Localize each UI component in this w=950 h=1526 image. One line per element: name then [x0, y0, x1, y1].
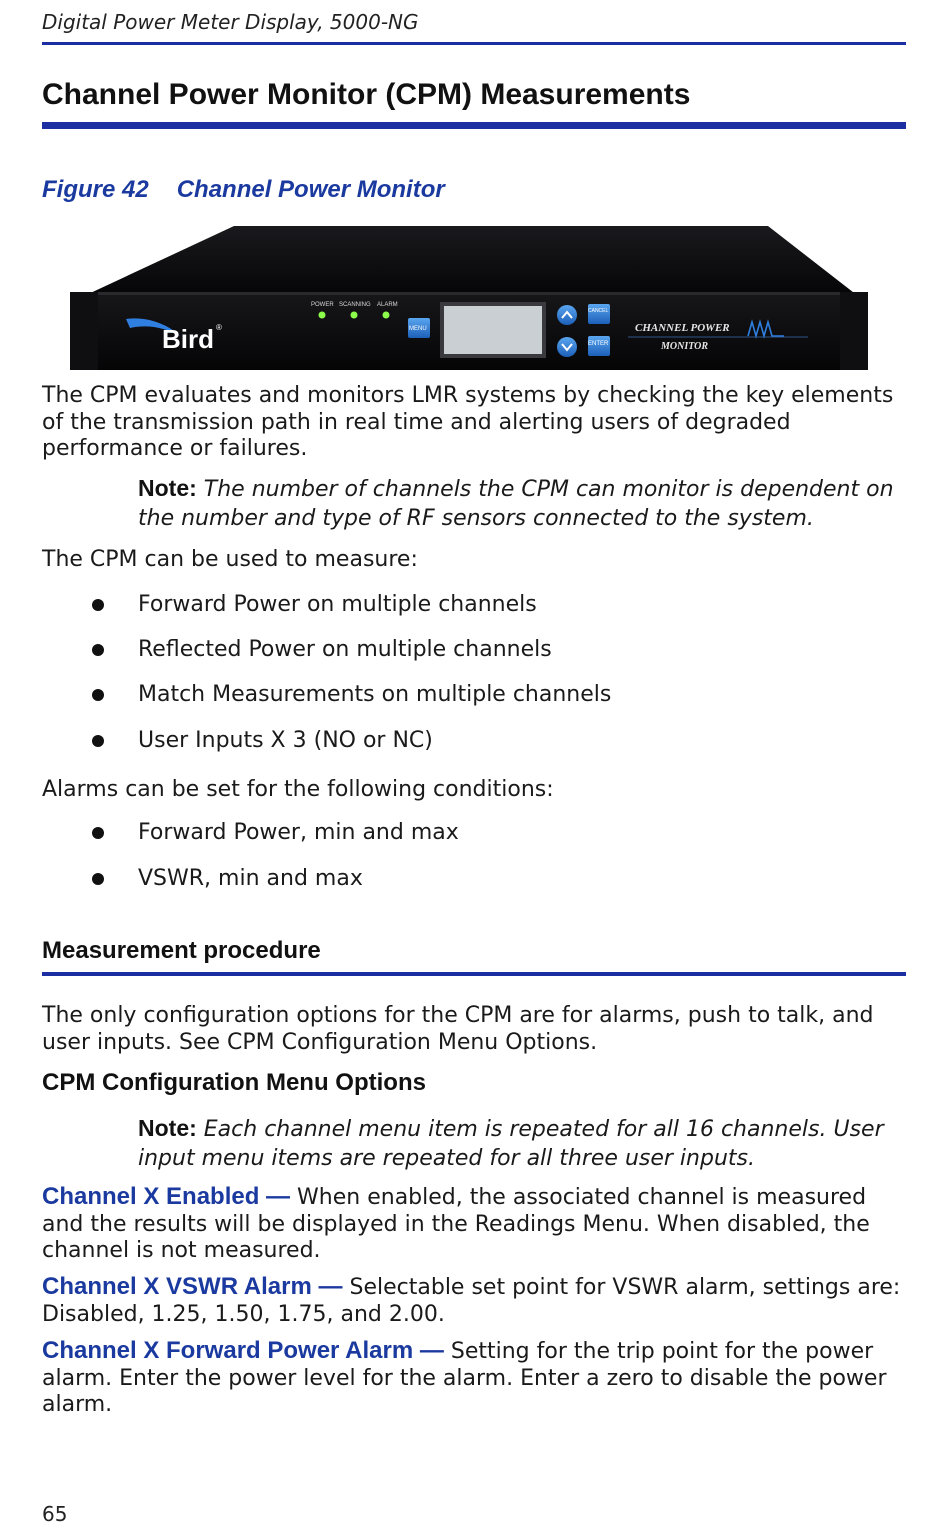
procedure-paragraph: The only configuration options for the CPM are for alarms, push to talk, and user inputs. See CPM Configuration Menu Options. — [42, 1003, 874, 1055]
list-item: VSWR, min and max — [138, 866, 363, 891]
list-item: Forward Power on multiple channels — [138, 592, 537, 617]
definition-item — [42, 1274, 908, 1328]
page-number: 65 — [42, 1502, 68, 1526]
figure-title: Channel Power Monitor — [176, 176, 445, 203]
led-label-scanning: SCANNING — [339, 302, 371, 308]
up-button-graphic — [557, 305, 577, 325]
bullet-icon — [92, 827, 104, 839]
panel-product-name: CHANNEL POWER — [635, 322, 730, 334]
chassis-top — [84, 226, 858, 296]
definition-term: Channel X Enabled — — [42, 1183, 291, 1210]
bullet-icon — [92, 873, 104, 885]
intro-paragraph: The CPM evaluates and monitors LMR systems by checking the key elements of the transmission path in real time and alerting users of degraded performance or failures. — [42, 383, 894, 461]
definition-item — [42, 1338, 908, 1419]
bullet-icon — [92, 735, 104, 747]
panel-product-subname: MONITOR — [661, 341, 709, 352]
list-item: Forward Power, min and max — [138, 820, 459, 845]
running-head: Digital Power Meter Display, 5000-NG — [42, 10, 419, 34]
registered-mark: ® — [216, 323, 222, 332]
measure-intro: The CPM can be used to measure: — [42, 547, 418, 572]
right-rack-ear — [840, 292, 868, 370]
list-item: Reflected Power on multiple channels — [138, 637, 552, 662]
enter-button-label: ENTER — [588, 341, 609, 347]
figure-number: Figure 42 — [42, 176, 149, 203]
section-rule — [42, 972, 906, 976]
channel-power-monitor-device-image — [68, 224, 870, 372]
led-label-alarm: ALARM — [377, 302, 398, 308]
bullet-icon — [92, 644, 104, 656]
brand-logo-text: Bird — [162, 324, 214, 354]
definition-text: Setting for the trip point for the power alarm. Enter the power level for the alarm. Enter a zero to disable the power alarm. — [42, 1339, 887, 1417]
note-1-text: The number of channels the CPM can monitor is dependent on the number and type of RF sensors connected to the system. — [138, 477, 894, 531]
title-rule — [42, 122, 906, 129]
note-2 — [138, 1114, 908, 1173]
lcd-screen — [444, 306, 542, 354]
definition-term: Channel X Forward Power Alarm — — [42, 1337, 444, 1364]
definition-text: Selectable set point for VSWR alarm, settings are: Disabled, 1.25, 1.50, 1.75, and 2.00. — [42, 1275, 901, 1327]
menu-button-label: MENU — [409, 326, 427, 332]
left-rack-ear — [70, 292, 98, 370]
definition-item — [42, 1184, 908, 1265]
subsection-heading: CPM Configuration Menu Options — [42, 1069, 426, 1096]
power-led-icon — [319, 312, 326, 319]
page-title: Channel Power Monitor (CPM) Measurements — [42, 78, 691, 111]
alarm-intro: Alarms can be set for the following conditions: — [42, 777, 554, 802]
scanning-led-icon — [351, 312, 358, 319]
bullet-icon — [92, 689, 104, 701]
list-item: User Inputs X 3 (NO or NC) — [138, 728, 433, 753]
note-2-label: Note: — [138, 1115, 197, 1141]
header-rule — [42, 42, 906, 45]
down-button-graphic — [557, 337, 577, 357]
figure-caption — [42, 176, 445, 204]
list-item: Match Measurements on multiple channels — [138, 682, 612, 707]
definition-term: Channel X VSWR Alarm — — [42, 1273, 343, 1300]
note-2-text: Each channel menu item is repeated for all 16 channels. User input menu items are repeated for all three user inputs. — [138, 1117, 884, 1171]
note-1-label: Note: — [138, 475, 197, 501]
cancel-button-label: CANCEL — [588, 308, 609, 314]
note-1 — [138, 474, 908, 533]
bullet-icon — [92, 599, 104, 611]
alarm-led-icon — [383, 312, 390, 319]
section-heading: Measurement procedure — [42, 937, 321, 964]
cancel-button-graphic — [588, 304, 610, 324]
definition-text: When enabled, the associated channel is measured and the results will be displayed in the Readings Menu. When disabled, the channel is not measured. — [42, 1185, 870, 1263]
led-label-power: POWER — [311, 302, 334, 308]
